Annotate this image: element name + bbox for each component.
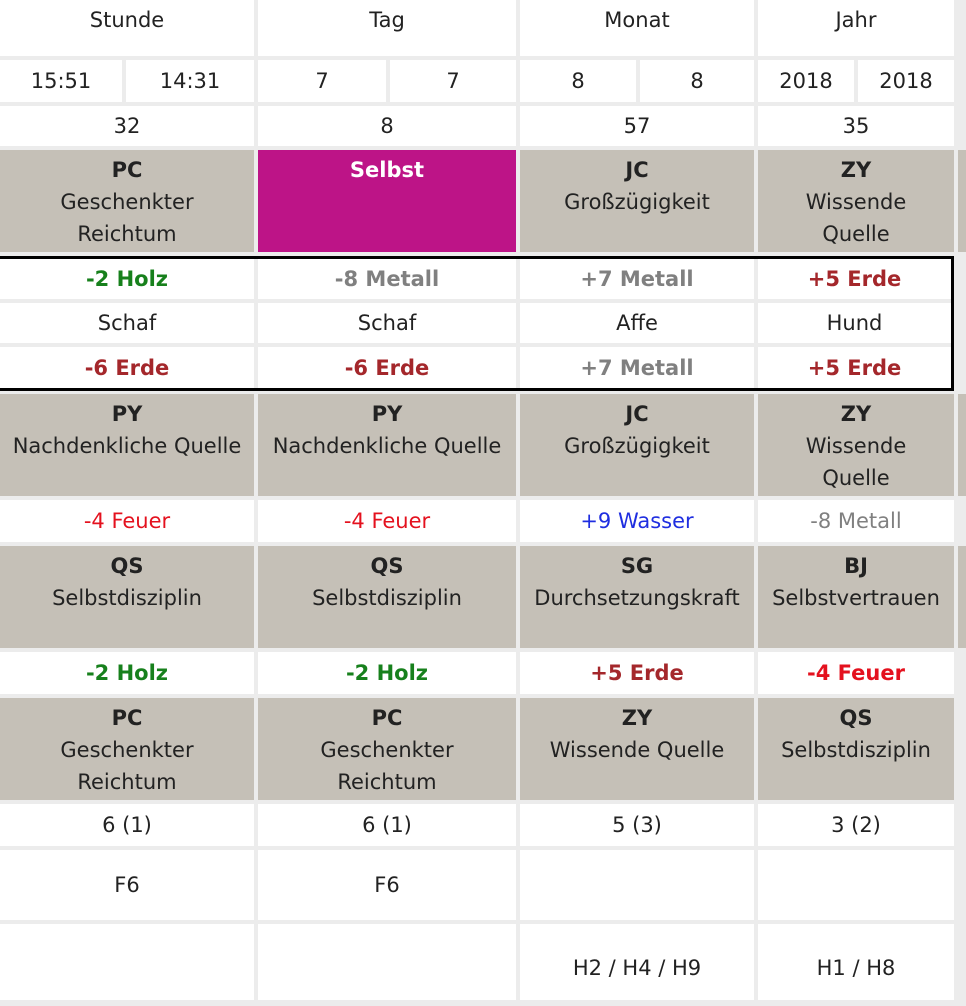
hidden-element: +9 Wasser	[580, 509, 694, 533]
star-cell	[258, 698, 516, 800]
star-cell	[520, 150, 754, 252]
stem-element-cell	[520, 259, 754, 299]
star-cell	[258, 394, 516, 496]
star-code: PY	[111, 402, 143, 426]
star-name-line: Nachdenkliche Quelle	[272, 434, 502, 458]
stem-element-cell	[758, 259, 951, 299]
star-name-line: Wissende Quelle	[549, 738, 725, 762]
time-cell	[390, 60, 516, 102]
hidden-element-cell	[758, 500, 954, 542]
star-cell	[758, 698, 954, 800]
star-code: JC	[625, 158, 649, 182]
f-value-cell	[758, 850, 954, 920]
star-code: PY	[371, 402, 403, 426]
count-value: 5 (3)	[612, 813, 662, 837]
animal-name: Affe	[616, 311, 658, 335]
row-edge	[958, 394, 966, 496]
f-value: F6	[374, 873, 400, 897]
animal-cell	[258, 303, 516, 343]
branch-element-cell	[758, 347, 951, 388]
animal-cell	[520, 303, 754, 343]
h-value-cell	[258, 924, 516, 1000]
number-value: 8	[380, 114, 394, 138]
number-cell	[0, 106, 254, 146]
time-cell	[858, 60, 954, 102]
time-value: 7	[446, 69, 460, 93]
hidden-element: -2 Holz	[85, 661, 169, 685]
column-header-monat	[520, 0, 754, 56]
column-header-stunde	[0, 0, 254, 56]
time-value: 8	[571, 69, 585, 93]
star-code: PC	[111, 158, 143, 182]
time-value: 15:51	[30, 69, 92, 93]
star-code: Selbst	[349, 158, 425, 182]
star-name-line: Geschenkter	[320, 738, 454, 762]
hidden-element: -4 Feuer	[807, 661, 905, 685]
column-header-tag	[258, 0, 516, 56]
number-value: 35	[842, 114, 870, 138]
star-name-line: Wissende	[805, 434, 907, 458]
number-cell	[258, 106, 516, 146]
time-value: 2018	[779, 69, 833, 93]
star-code: PC	[371, 706, 403, 730]
branch-element: +5 Erde	[807, 355, 902, 380]
stem-element: +5 Erde	[807, 267, 902, 291]
count-value: 6 (1)	[102, 813, 152, 837]
star-cell	[758, 394, 954, 496]
star-code: PC	[111, 706, 143, 730]
star-code: ZY	[840, 158, 872, 182]
time-cell	[758, 60, 854, 102]
hidden-element: +5 Erde	[590, 661, 684, 685]
star-name-line: Wissende	[805, 190, 907, 214]
stem-element: +7 Metall	[580, 267, 694, 291]
h-value-cell	[520, 924, 754, 1000]
star-name-line: Selbstdisziplin	[312, 586, 462, 610]
hidden-element-cell	[258, 652, 516, 694]
animal-cell	[0, 303, 254, 343]
f-value-cell	[520, 850, 754, 920]
animal-name: Schaf	[357, 311, 417, 335]
star-cell	[758, 546, 954, 648]
time-value: 7	[315, 69, 329, 93]
hidden-element: -4 Feuer	[83, 509, 171, 533]
branch-element: -6 Erde	[344, 355, 430, 380]
count-cell	[258, 804, 516, 846]
branch-element-cell	[520, 347, 754, 388]
row-edge	[958, 546, 966, 648]
star-name-line: Quelle	[822, 222, 890, 246]
star-name-line: Geschenkter	[60, 738, 194, 762]
animal-name: Hund	[826, 311, 883, 335]
star-cell	[0, 698, 254, 800]
stem-element-cell	[0, 259, 254, 299]
star-name-line: Großzügigkeit	[564, 190, 710, 214]
star-code: QS	[110, 554, 144, 578]
star-code: ZY	[840, 402, 872, 426]
animal-name: Schaf	[97, 311, 157, 335]
count-value: 6 (1)	[362, 813, 412, 837]
star-cell	[520, 698, 754, 800]
f-value-cell	[0, 850, 254, 920]
hidden-element-cell	[520, 652, 754, 694]
star-cell	[258, 546, 516, 648]
hidden-element-cell	[258, 500, 516, 542]
column-header-label: Stunde	[89, 8, 165, 32]
branch-element: -6 Erde	[84, 355, 170, 380]
h-value-cell	[0, 924, 254, 1000]
hidden-element-cell	[520, 500, 754, 542]
star-cell	[0, 150, 254, 252]
branch-element-cell	[0, 347, 254, 388]
star-name-line: Durchsetzungskraft	[534, 586, 740, 610]
column-header-label: Tag	[369, 8, 405, 32]
f-value-cell	[258, 850, 516, 920]
stem-element: -8 Metall	[334, 267, 440, 291]
self-star-cell	[258, 150, 516, 252]
count-cell	[0, 804, 254, 846]
hidden-element-cell	[0, 652, 254, 694]
number-cell	[520, 106, 754, 146]
star-code: ZY	[621, 706, 653, 730]
star-code: QS	[839, 706, 873, 730]
h-value: H1 / H8	[816, 956, 896, 980]
star-cell	[0, 394, 254, 496]
time-cell	[640, 60, 754, 102]
star-name-line: Selbstvertrauen	[772, 586, 940, 610]
star-name-line: Quelle	[822, 466, 890, 490]
number-cell	[758, 106, 954, 146]
stem-element-cell	[258, 259, 516, 299]
row-edge	[958, 150, 966, 252]
animal-cell	[758, 303, 951, 343]
star-name-line: Selbstdisziplin	[781, 738, 931, 762]
hidden-element: -2 Holz	[345, 661, 429, 685]
star-name-line: Reichtum	[77, 770, 177, 794]
time-value: 8	[690, 69, 704, 93]
star-cell	[758, 150, 954, 252]
column-header-label: Monat	[604, 8, 670, 32]
count-cell	[520, 804, 754, 846]
hidden-element: -8 Metall	[810, 509, 902, 533]
star-name-line: Geschenkter	[60, 190, 194, 214]
hidden-element-cell	[758, 652, 954, 694]
count-cell	[758, 804, 954, 846]
time-cell	[0, 60, 122, 102]
f-value: F6	[114, 873, 140, 897]
hidden-element: -4 Feuer	[343, 509, 431, 533]
star-name-line: Reichtum	[337, 770, 437, 794]
branch-element-cell	[258, 347, 516, 388]
stem-element: -2 Holz	[85, 267, 169, 291]
star-code: JC	[625, 402, 649, 426]
star-name-line: Reichtum	[77, 222, 177, 246]
time-cell	[258, 60, 386, 102]
star-cell	[520, 394, 754, 496]
number-value: 32	[113, 114, 141, 138]
star-name-line: Nachdenkliche Quelle	[12, 434, 242, 458]
star-code: SG	[620, 554, 654, 578]
star-cell	[520, 546, 754, 648]
time-cell	[126, 60, 254, 102]
number-value: 57	[623, 114, 651, 138]
branch-element: +7 Metall	[580, 355, 694, 380]
h-value-cell	[758, 924, 954, 1000]
star-name-line: Großzügigkeit	[564, 434, 710, 458]
time-value: 14:31	[159, 69, 221, 93]
h-value: H2 / H4 / H9	[572, 956, 702, 980]
count-value: 3 (2)	[831, 813, 881, 837]
time-cell	[520, 60, 636, 102]
star-name-line: Selbstdisziplin	[52, 586, 202, 610]
star-cell	[0, 546, 254, 648]
star-code: QS	[370, 554, 404, 578]
star-code: BJ	[844, 554, 868, 578]
column-header-label: Jahr	[835, 8, 877, 32]
time-value: 2018	[879, 69, 933, 93]
column-header-jahr	[758, 0, 954, 56]
hidden-element-cell	[0, 500, 254, 542]
